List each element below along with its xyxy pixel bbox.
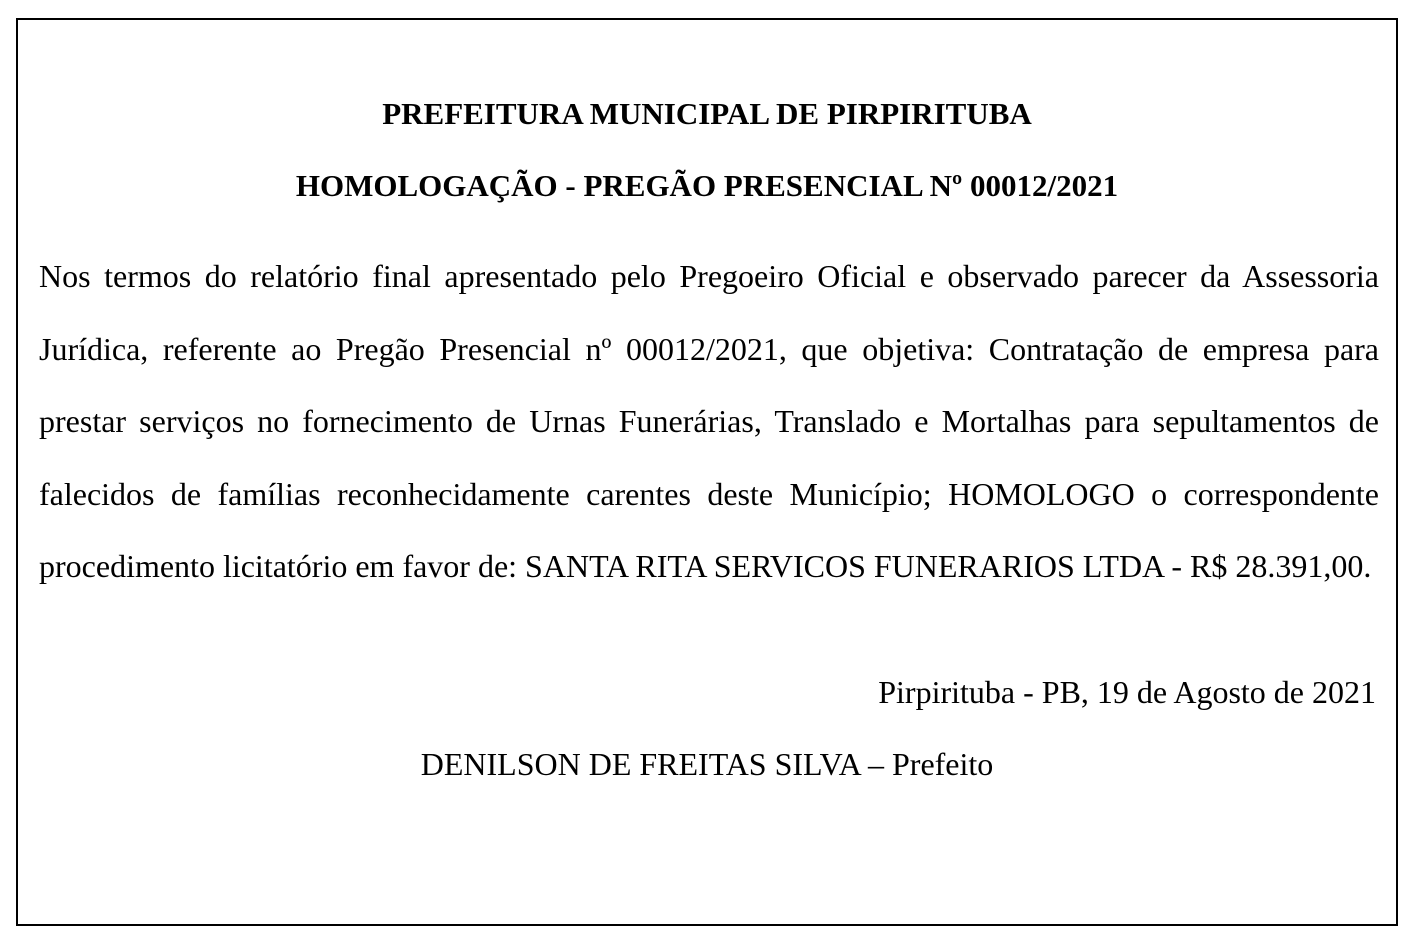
notice-title: HOMOLOGAÇÃO - PREGÃO PRESENCIAL Nº 00012/2021 [295, 168, 1119, 203]
notice-box [16, 18, 1398, 926]
notice-body-paragraph: Nos termos do relatório final apresentado pelo Pregoeiro Oficial e observado parecer da Assessoria Jurídica, referente ao Pregão Presencial nº 00012/2021, que objetiva: Contratação de empresa para prestar serviços no fornecimento de Urnas Funerárias, Translado e Mortalhas para sepultamentos de falecidos de famílias reconhecidamente carentes deste Município; HOMOLOGO o correspondente procedimento licitatório em favor de: SANTA RITA SERVICOS FUNERARIOS LTDA - R$ 28.391,00. [39, 258, 1379, 584]
institution-heading: PREFEITURA MUNICIPAL DE PIRPIRITUBA [382, 96, 1032, 131]
signature-line: DENILSON DE FREITAS SILVA – Prefeito [420, 746, 994, 782]
date-line: Pirpirituba - PB, 19 de Agosto de 2021 [878, 674, 1376, 710]
